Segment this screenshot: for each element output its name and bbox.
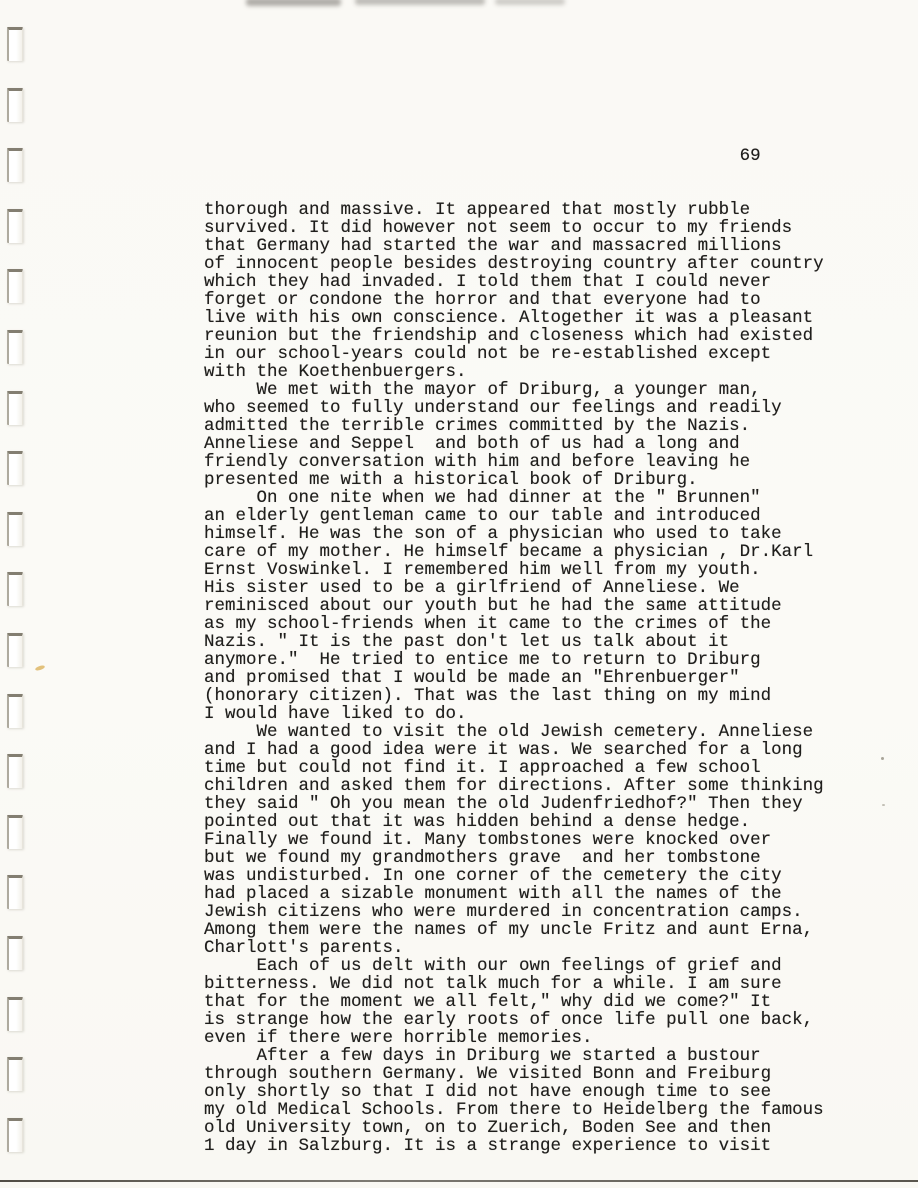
text-line: and I had a good idea were it was. We searched for a long <box>204 740 803 760</box>
binding-hole <box>7 1057 23 1091</box>
text-line: in our school-years could not be re-established except <box>204 344 772 364</box>
text-line: Finally we found it. Many tombstones were knocked over <box>204 830 772 850</box>
text-line: had placed a sizable monument with all the names of the <box>204 884 782 904</box>
text-line: as my school-friends when it came to the crimes of the <box>204 614 772 634</box>
scan-dot <box>881 757 884 760</box>
page-number-value: 69 <box>204 146 761 166</box>
text-line: Charlott's parents. <box>204 938 404 958</box>
binding-hole <box>7 1118 23 1152</box>
text-line: through southern Germany. We visited Bonn and Freiburg <box>204 1064 772 1084</box>
text-line: (honorary citizen). That was the last thing on my mind <box>204 686 772 706</box>
text-line: my old Medical Schools. From there to Heidelberg the famous <box>204 1100 824 1120</box>
text-line: We wanted to visit the old Jewish cemetery. Anneliese <box>204 722 814 742</box>
binding-hole <box>7 391 23 425</box>
text-line: that Germany had started the war and massacred millions <box>204 236 782 256</box>
text-line: bitterness. We did not talk much for a while. I am sure <box>204 974 782 994</box>
text-line: presented me with a historical book of Driburg. <box>204 470 698 490</box>
binding-hole <box>7 451 23 485</box>
bottom-edge-scan-line <box>0 1180 918 1182</box>
top-edge-scan-smudge <box>246 0 341 6</box>
text-line: who seemed to fully understand our feelings and readily <box>204 398 782 418</box>
text-line: they said " Oh you mean the old Judenfriedhof?" Then they <box>204 794 803 814</box>
text-line: Ernst Voswinkel. I remembered him well from my youth. <box>204 560 761 580</box>
text-line: an elderly gentleman came to our table and introduced <box>204 506 761 526</box>
text-line: and promised that I would be made an "Ehrenbuerger" <box>204 668 740 688</box>
text-line: I would have liked to do. <box>204 704 467 724</box>
binding-hole <box>7 330 23 364</box>
text-line: with the Koethenbuergers. <box>204 362 467 382</box>
text-line: care of my mother. He himself became a physician , Dr.Karl <box>204 542 814 562</box>
text-line: only shortly so that I did not have enough time to see <box>204 1082 772 1102</box>
text-line: children and asked them for directions. After some thinking <box>204 776 824 796</box>
text-line: himself. He was the son of a physician who used to take <box>204 524 782 544</box>
text-line: but we found my grandmothers grave and her tombstone <box>204 848 761 868</box>
text-line: 1 day in Salzburg. It is a strange experience to visit <box>204 1136 772 1156</box>
text-line: Anneliese and Seppel and both of us had a long and <box>204 434 740 454</box>
binding-hole <box>7 694 23 728</box>
text-line: friendly conversation with him and before leaving he <box>204 452 751 472</box>
binding-hole <box>7 88 23 122</box>
text-line: reunion but the friendship and closeness which had existed <box>204 326 814 346</box>
text-line: survived. It did however not seem to occur to my friends <box>204 218 793 238</box>
binding-hole <box>7 27 23 61</box>
binding-hole <box>7 269 23 303</box>
text-line: time but could not find it. I approached a few school <box>204 758 761 778</box>
paper-speck <box>35 665 46 672</box>
binding-hole <box>7 512 23 546</box>
binding-hole <box>7 148 23 182</box>
text-line: pointed out that it was hidden behind a dense hedge. <box>204 812 751 832</box>
binding-hole <box>7 875 23 909</box>
binding-hole <box>7 997 23 1031</box>
text-line: that for the moment we all felt," why did we come?" It <box>204 992 772 1012</box>
document-body <box>204 201 824 1155</box>
text-line: is strange how the early roots of once life pull one back, <box>204 1010 814 1030</box>
scan-dot <box>882 804 885 806</box>
binding-hole <box>7 754 23 788</box>
text-line: Each of us delt with our own feelings of grief and <box>204 956 782 976</box>
top-edge-scan-smudge <box>355 0 485 5</box>
text-line: forget or condone the horror and that everyone had to <box>204 290 761 310</box>
text-line: Among them were the names of my uncle Fritz and aunt Erna, <box>204 920 814 940</box>
binding-hole <box>7 572 23 606</box>
text-line: anymore." He tried to entice me to return to Driburg <box>204 650 761 670</box>
text-line: was undisturbed. In one corner of the cemetery the city <box>204 866 782 886</box>
text-line: Nazis. " It is the past don't let us talk about it <box>204 632 730 652</box>
page-number <box>204 147 824 165</box>
binding-hole <box>7 936 23 970</box>
text-line: thorough and massive. It appeared that mostly rubble <box>204 200 751 220</box>
text-line: which they had invaded. I told them that I could never <box>204 272 772 292</box>
text-line: live with his own conscience. Altogether it was a pleasant <box>204 308 814 328</box>
text-line: After a few days in Driburg we started a bustour <box>204 1046 761 1066</box>
text-line: His sister used to be a girlfriend of Anneliese. We <box>204 578 740 598</box>
text-line: reminisced about our youth but he had the same attitude <box>204 596 782 616</box>
text-line: Jewish citizens who were murdered in concentration camps. <box>204 902 803 922</box>
top-edge-scan-smudge <box>495 0 565 5</box>
text-line: even if there were horrible memories. <box>204 1028 593 1048</box>
text-line: admitted the terrible crimes committed by the Nazis. <box>204 416 751 436</box>
text-line: of innocent people besides destroying country after country <box>204 254 824 274</box>
binding-holes-column <box>0 0 30 1188</box>
typewritten-text-block <box>204 111 824 1188</box>
text-line: old University town, on to Zuerich, Boden See and then <box>204 1118 772 1138</box>
binding-hole <box>7 209 23 243</box>
binding-hole <box>7 815 23 849</box>
text-line: We met with the mayor of Driburg, a younger man, <box>204 380 761 400</box>
binding-hole <box>7 633 23 667</box>
text-line: On one nite when we had dinner at the " Brunnen" <box>204 488 761 508</box>
